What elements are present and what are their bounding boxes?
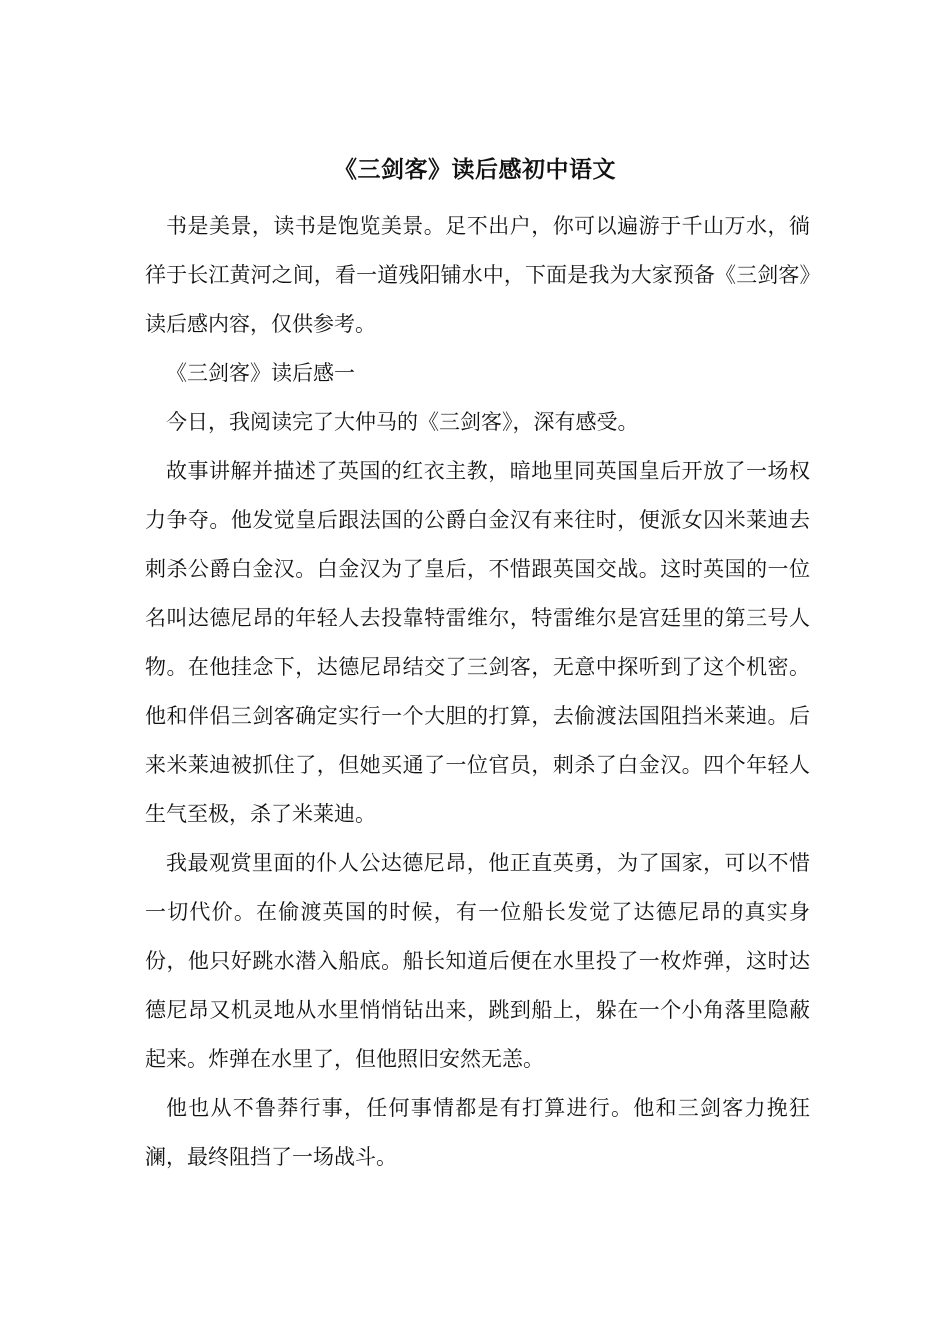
paragraph-opening: 今日，我阅读完了大仲马的《三剑客》，深有感受。 [166,410,639,434]
paragraph-conclusion: 他也从不鲁莽行事，任何事情都是有打算进行。他和三剑客力挽狂澜，最终阻挡了一场战斗。 [145,1096,810,1169]
paragraph-character: 我最观赏里面的仆人公达德尼昂，他正直英勇，为了国家，可以不惜一切代价。在偷渡英国的时候，有一位船长发觉了达德尼昂的真实身份，他只好跳水潜入船底。船长知道后便在水里投了一枚炸弹，这时达德尼昂又机灵地从水里悄悄钻出来，跳到船上，躲在一个小角落里隐蔽起来。炸弹在水里了，但他照旧安然无恙。 [145,851,810,1071]
paragraph-story: 故事讲解并描述了英国的红衣主教，暗地里同英国皇后开放了一场权力争夺。他发觉皇后跟法国的公爵白金汉有来往时，便派女囚米莱迪去刺杀公爵白金汉。白金汉为了皇后，不惜跟英国交战。这时英国的一位名叫达德尼昂的年轻人去投靠特雷维尔，特雷维尔是宫廷里的第三号人物。在他挂念下，达德尼昂结交了三剑客，无意中探听到了这个机密。他和伴侣三剑客确定实行一个大胆的打算，去偷渡法国阻挡米莱迪。后来米莱迪被抓住了，但她买通了一位官员，刺杀了白金汉。四个年轻人生气至极，杀了米莱迪。 [145,459,810,826]
paragraph-intro: 书是美景，读书是饱览美景。足不出户，你可以遍游于千山万水，徜徉于长江黄河之间，看一道残阳铺水中，下面是我为大家预备《三剑客》读后感内容，仅供参考。 [145,214,810,336]
document-title: 《三剑客》读后感初中语文 [334,157,616,183]
section-heading: 《三剑客》读后感一 [166,361,355,385]
document-body [145,202,810,1182]
